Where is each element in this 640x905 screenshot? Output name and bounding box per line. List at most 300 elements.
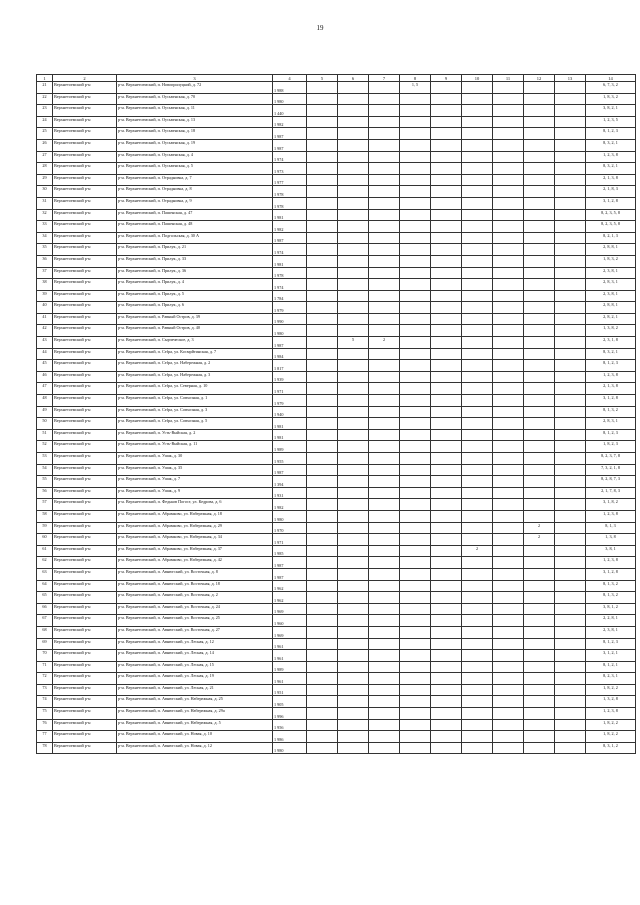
table-row xyxy=(37,545,636,557)
value-cell-7 xyxy=(369,267,400,279)
value-cell-13 xyxy=(555,557,586,569)
value-cell-9 xyxy=(431,290,462,302)
value-cell-10: 2 xyxy=(462,545,493,557)
value-cell-5 xyxy=(307,534,338,546)
address-cell: р-н. Верхнетоемский, п. Абрамково, ул. Набережная, д. 34 xyxy=(117,534,273,546)
row-number: 25 xyxy=(37,128,53,140)
value-cell-10 xyxy=(462,615,493,627)
value-cell-7 xyxy=(369,615,400,627)
address-cell: р-н. Верхнетоемский, п. Прилук, д. 4 xyxy=(117,279,273,291)
district-cell: Верхнетоемский р-н xyxy=(53,731,117,743)
value-cell-6 xyxy=(338,719,369,731)
value-cell-6 xyxy=(338,534,369,546)
value-cell-12 xyxy=(524,244,555,256)
row-number: 53 xyxy=(37,453,53,465)
year-cell: 1 905 xyxy=(273,696,307,708)
table-row xyxy=(37,82,636,94)
value-cell-11 xyxy=(493,650,524,662)
value-cell-12 xyxy=(524,105,555,117)
value-cell-8 xyxy=(400,105,431,117)
value-cell-8 xyxy=(400,464,431,476)
value-cell-9 xyxy=(431,429,462,441)
value-cell-5 xyxy=(307,371,338,383)
table-row xyxy=(37,592,636,604)
code-cell-14: 1, 8, 2, 2 xyxy=(586,719,636,731)
value-cell-7 xyxy=(369,302,400,314)
value-cell-8 xyxy=(400,719,431,731)
row-number: 30 xyxy=(37,186,53,198)
address-cell: р-н. Верхнетоемский, п. Пашенская, д. 47 xyxy=(117,209,273,221)
value-cell-7 xyxy=(369,383,400,395)
value-cell-13 xyxy=(555,615,586,627)
value-cell-5 xyxy=(307,82,338,94)
value-cell-10 xyxy=(462,510,493,522)
district-cell: Верхнетоемский р-н xyxy=(53,105,117,117)
district-cell: Верхнетоемский р-н xyxy=(53,557,117,569)
district-cell: Верхнетоемский р-н xyxy=(53,221,117,233)
value-cell-12 xyxy=(524,719,555,731)
address-cell: р-н. Верхнетоемский, п. Сefра, ул. Северная, д. 10 xyxy=(117,383,273,395)
table-row xyxy=(37,522,636,534)
value-cell-9 xyxy=(431,174,462,186)
value-cell-5 xyxy=(307,708,338,720)
value-cell-10 xyxy=(462,151,493,163)
code-cell-14: 8, 3, 2, 1 xyxy=(586,348,636,360)
value-cell-9 xyxy=(431,592,462,604)
district-cell: Верхнетоемский р-н xyxy=(53,568,117,580)
value-cell-5 xyxy=(307,661,338,673)
value-cell-13 xyxy=(555,383,586,395)
value-cell-10 xyxy=(462,487,493,499)
value-cell-6 xyxy=(338,476,369,488)
value-cell-9 xyxy=(431,186,462,198)
row-number: 39 xyxy=(37,290,53,302)
value-cell-5 xyxy=(307,406,338,418)
code-cell-14: 8, 1, 3, 2 xyxy=(586,580,636,592)
year-cell: 1 817 xyxy=(273,360,307,372)
row-number: 31 xyxy=(37,197,53,209)
code-cell-14: 2, 3, 8, 1 xyxy=(586,290,636,302)
value-cell-10 xyxy=(462,279,493,291)
address-cell: р-н. Верхнетоемский, п. Оусьвенская, д. 4 xyxy=(117,151,273,163)
value-cell-5 xyxy=(307,487,338,499)
value-cell-6 xyxy=(338,545,369,557)
value-cell-11 xyxy=(493,661,524,673)
value-cell-10 xyxy=(462,290,493,302)
value-cell-9 xyxy=(431,487,462,499)
value-cell-12 xyxy=(524,615,555,627)
value-cell-5 xyxy=(307,603,338,615)
value-cell-12 xyxy=(524,603,555,615)
row-number: 56 xyxy=(37,487,53,499)
value-cell-8 xyxy=(400,406,431,418)
value-cell-13 xyxy=(555,209,586,221)
table-row xyxy=(37,742,636,754)
value-cell-7 xyxy=(369,441,400,453)
value-cell-13 xyxy=(555,673,586,685)
code-cell-14: 8, 3, 2, 1 xyxy=(586,163,636,175)
value-cell-9 xyxy=(431,383,462,395)
value-cell-7 xyxy=(369,464,400,476)
address-cell: р-н. Верхнетоемский, п. Оусьвенская, д. 13 xyxy=(117,116,273,128)
value-cell-7 xyxy=(369,603,400,615)
value-cell-6 xyxy=(338,174,369,186)
value-cell-5 xyxy=(307,279,338,291)
value-cell-8 xyxy=(400,626,431,638)
row-number: 21 xyxy=(37,82,53,94)
value-cell-11 xyxy=(493,476,524,488)
value-cell-9 xyxy=(431,313,462,325)
value-cell-9 xyxy=(431,673,462,685)
value-cell-6 xyxy=(338,696,369,708)
value-cell-6 xyxy=(338,116,369,128)
address-cell: р-н. Верхнетоемский, п. Авнюгский, ул. Восточная, д. 8 xyxy=(117,568,273,580)
value-cell-12 xyxy=(524,638,555,650)
value-cell-9 xyxy=(431,476,462,488)
value-cell-7 xyxy=(369,534,400,546)
value-cell-11 xyxy=(493,708,524,720)
value-cell-11 xyxy=(493,487,524,499)
value-cell-7 xyxy=(369,719,400,731)
address-cell: р-н. Верхнетоемский, п. Авнюгский, ул. Лесная, д. 21 xyxy=(117,684,273,696)
value-cell-13 xyxy=(555,626,586,638)
table-row xyxy=(37,696,636,708)
value-cell-5 xyxy=(307,615,338,627)
row-number: 49 xyxy=(37,406,53,418)
value-cell-13 xyxy=(555,418,586,430)
value-cell-8 xyxy=(400,684,431,696)
year-cell: 1 977 xyxy=(273,174,307,186)
value-cell-8 xyxy=(400,418,431,430)
district-cell: Верхнетоемский р-н xyxy=(53,476,117,488)
year-cell: 1 931 xyxy=(273,487,307,499)
value-cell-6 xyxy=(338,580,369,592)
value-cell-13 xyxy=(555,267,586,279)
row-number: 50 xyxy=(37,418,53,430)
year-cell: 1 982 xyxy=(273,221,307,233)
value-cell-10 xyxy=(462,395,493,407)
value-cell-7 xyxy=(369,568,400,580)
row-number: 69 xyxy=(37,638,53,650)
value-cell-6 xyxy=(338,186,369,198)
address-cell: р-н. Верхнетоемский, п. Авнюгский, ул. Лесная, д. 19 xyxy=(117,673,273,685)
table-row xyxy=(37,93,636,105)
value-cell-8 xyxy=(400,325,431,337)
district-cell: Верхнетоемский р-н xyxy=(53,499,117,511)
value-cell-7 xyxy=(369,290,400,302)
value-cell-7 xyxy=(369,93,400,105)
code-cell-14: 2, 1, 8, 3 xyxy=(586,186,636,198)
address-cell: р-н. Верхнетоемский, п. Прилук, д. 5 xyxy=(117,290,273,302)
value-cell-12 xyxy=(524,371,555,383)
value-cell-12 xyxy=(524,313,555,325)
value-cell-12 xyxy=(524,151,555,163)
value-cell-10 xyxy=(462,580,493,592)
address-cell: р-н. Верхнетоемский, п. Авнюгский, ул. Новая, д. 12 xyxy=(117,742,273,754)
value-cell-12 xyxy=(524,464,555,476)
value-cell-7 xyxy=(369,255,400,267)
value-cell-12 xyxy=(524,290,555,302)
row-number: 58 xyxy=(37,510,53,522)
column-header: 8 xyxy=(400,75,431,82)
value-cell-8 xyxy=(400,360,431,372)
value-cell-13 xyxy=(555,592,586,604)
table-row xyxy=(37,337,636,349)
code-cell-14: 1, 3, 8, 2 xyxy=(586,325,636,337)
value-cell-11 xyxy=(493,441,524,453)
value-cell-8 xyxy=(400,186,431,198)
value-cell-8 xyxy=(400,151,431,163)
value-cell-12 xyxy=(524,557,555,569)
value-cell-11 xyxy=(493,279,524,291)
address-cell: р-н. Верхнетоемский, п. Прилук, д. 36 xyxy=(117,267,273,279)
value-cell-10 xyxy=(462,174,493,186)
table-row xyxy=(37,615,636,627)
address-cell: р-н. Верхнетоемский, п. Авнюгский, ул. Лесная, д. 12 xyxy=(117,638,273,650)
value-cell-7 xyxy=(369,708,400,720)
table-row xyxy=(37,719,636,731)
value-cell-5 xyxy=(307,186,338,198)
address-cell: р-н. Верхнетоемский, п. Отрадновка, д. 8 xyxy=(117,186,273,198)
value-cell-13 xyxy=(555,337,586,349)
code-cell-14: 2, 8, 2, 1 xyxy=(586,313,636,325)
address-cell: р-н. Верхнетоемский, п. Ушак, д. 30 xyxy=(117,453,273,465)
value-cell-9 xyxy=(431,603,462,615)
value-cell-9 xyxy=(431,325,462,337)
page-number: 19 xyxy=(316,24,324,32)
row-number: 36 xyxy=(37,255,53,267)
value-cell-8 xyxy=(400,302,431,314)
table-row xyxy=(37,313,636,325)
value-cell-7 xyxy=(369,186,400,198)
value-cell-13 xyxy=(555,708,586,720)
row-number: 34 xyxy=(37,232,53,244)
district-cell: Верхнетоемский р-н xyxy=(53,487,117,499)
district-cell: Верхнетоемский р-н xyxy=(53,163,117,175)
value-cell-11 xyxy=(493,360,524,372)
value-cell-5 xyxy=(307,476,338,488)
value-cell-5 xyxy=(307,302,338,314)
address-cell: р-н. Верхнетоемский, п. Сefра, ул. Космрйтинская, д. 7 xyxy=(117,348,273,360)
value-cell-10 xyxy=(462,499,493,511)
district-cell: Верхнетоемский р-н xyxy=(53,174,117,186)
value-cell-11 xyxy=(493,232,524,244)
column-header: 9 xyxy=(431,75,462,82)
value-cell-11 xyxy=(493,429,524,441)
value-cell-9 xyxy=(431,464,462,476)
year-cell: 1 974 xyxy=(273,279,307,291)
district-cell: Верхнетоемский р-н xyxy=(53,441,117,453)
value-cell-9 xyxy=(431,719,462,731)
year-cell: 1 984 xyxy=(273,348,307,360)
value-cell-13 xyxy=(555,522,586,534)
address-cell: р-н. Верхнетоемский, п. Усть-Выйская, д. 2 xyxy=(117,429,273,441)
value-cell-13 xyxy=(555,279,586,291)
value-cell-13 xyxy=(555,545,586,557)
value-cell-9 xyxy=(431,534,462,546)
value-cell-6 xyxy=(338,487,369,499)
row-number: 60 xyxy=(37,534,53,546)
value-cell-7 xyxy=(369,174,400,186)
address-cell: р-н. Верхнетоемский, п. Абрамково, ул. Набережная, д. 18 xyxy=(117,510,273,522)
value-cell-6 xyxy=(338,684,369,696)
value-cell-10 xyxy=(462,557,493,569)
value-cell-6 xyxy=(338,395,369,407)
value-cell-11 xyxy=(493,464,524,476)
table-row xyxy=(37,499,636,511)
row-number: 28 xyxy=(37,163,53,175)
value-cell-9 xyxy=(431,684,462,696)
district-cell: Верхнетоемский р-н xyxy=(53,302,117,314)
year-cell: 1 961 xyxy=(273,650,307,662)
value-cell-9 xyxy=(431,557,462,569)
value-cell-13 xyxy=(555,510,586,522)
value-cell-9 xyxy=(431,522,462,534)
value-cell-12 xyxy=(524,279,555,291)
address-cell: р-н. Верхнетоемский, п. Ушак, д. 35 xyxy=(117,464,273,476)
value-cell-9 xyxy=(431,615,462,627)
value-cell-7 xyxy=(369,105,400,117)
value-cell-9 xyxy=(431,406,462,418)
year-cell: 1 955 xyxy=(273,453,307,465)
value-cell-6 xyxy=(338,406,369,418)
value-cell-7 xyxy=(369,696,400,708)
value-cell-6 xyxy=(338,650,369,662)
value-cell-10 xyxy=(462,232,493,244)
value-cell-10 xyxy=(462,708,493,720)
value-cell-13 xyxy=(555,650,586,662)
code-cell-14: 1, 8, 2, 3 xyxy=(586,441,636,453)
address-cell: р-н. Верхнетоемский, п. Федьков Погост, ул. Кедрова, д. 6 xyxy=(117,499,273,511)
year-cell: 1 980 xyxy=(273,742,307,754)
value-cell-8 xyxy=(400,116,431,128)
value-cell-6 xyxy=(338,557,369,569)
value-cell-6 xyxy=(338,93,369,105)
value-cell-7 xyxy=(369,371,400,383)
row-number: 27 xyxy=(37,151,53,163)
value-cell-9 xyxy=(431,244,462,256)
value-cell-8 xyxy=(400,221,431,233)
code-cell-14: 2, 3, 8, 1 xyxy=(586,626,636,638)
code-cell-14: 3, 1, 2, 8 xyxy=(586,568,636,580)
district-cell: Верхнетоемский р-н xyxy=(53,650,117,662)
address-cell: р-н. Верхнетоемский, п. Авнюгский, ул. Восточная, д. 27 xyxy=(117,626,273,638)
code-cell-14: 2, 1, 3, 8 xyxy=(586,174,636,186)
value-cell-9 xyxy=(431,661,462,673)
value-cell-9 xyxy=(431,742,462,754)
value-cell-8 xyxy=(400,232,431,244)
year-cell: 1 988 xyxy=(273,82,307,94)
year-cell: 1 987 xyxy=(273,337,307,349)
value-cell-5 xyxy=(307,568,338,580)
value-cell-9 xyxy=(431,116,462,128)
value-cell-12 xyxy=(524,673,555,685)
row-number: 67 xyxy=(37,615,53,627)
value-cell-10 xyxy=(462,638,493,650)
value-cell-6 xyxy=(338,453,369,465)
table-row xyxy=(37,383,636,395)
value-cell-11 xyxy=(493,290,524,302)
value-cell-6 xyxy=(338,441,369,453)
table-row xyxy=(37,163,636,175)
code-cell-14: 2, 1, 3, 8 xyxy=(586,383,636,395)
value-cell-9 xyxy=(431,580,462,592)
value-cell-7 xyxy=(369,82,400,94)
row-number: 40 xyxy=(37,302,53,314)
value-cell-11 xyxy=(493,684,524,696)
value-cell-8 xyxy=(400,568,431,580)
value-cell-8 xyxy=(400,209,431,221)
year-cell: 1 973 xyxy=(273,163,307,175)
table-row xyxy=(37,673,636,685)
value-cell-9 xyxy=(431,337,462,349)
value-cell-7 xyxy=(369,626,400,638)
value-cell-10 xyxy=(462,197,493,209)
code-cell-14: 1, 2, 3, 8 xyxy=(586,510,636,522)
address-cell: р-н. Верхнетоемский, п. Авнюгский, ул. Набережная, д. 25 xyxy=(117,696,273,708)
value-cell-8 xyxy=(400,603,431,615)
value-cell-13 xyxy=(555,476,586,488)
value-cell-7 xyxy=(369,197,400,209)
value-cell-5 xyxy=(307,221,338,233)
value-cell-6 xyxy=(338,163,369,175)
code-cell-14: 8, 1, 2, 1 xyxy=(586,661,636,673)
value-cell-12 xyxy=(524,650,555,662)
value-cell-11 xyxy=(493,545,524,557)
value-cell-12 xyxy=(524,348,555,360)
value-cell-5 xyxy=(307,395,338,407)
value-cell-5 xyxy=(307,638,338,650)
row-number: 52 xyxy=(37,441,53,453)
value-cell-11 xyxy=(493,82,524,94)
value-cell-13 xyxy=(555,105,586,117)
value-cell-8 xyxy=(400,267,431,279)
table-row xyxy=(37,684,636,696)
year-cell: 1 985 xyxy=(273,545,307,557)
value-cell-11 xyxy=(493,499,524,511)
column-number-header-row xyxy=(37,75,636,82)
value-cell-11 xyxy=(493,255,524,267)
table-row xyxy=(37,302,636,314)
value-cell-5 xyxy=(307,337,338,349)
year-cell: 1 969 xyxy=(273,603,307,615)
row-number: 23 xyxy=(37,105,53,117)
value-cell-6 xyxy=(338,429,369,441)
value-cell-12 xyxy=(524,337,555,349)
value-cell-11 xyxy=(493,406,524,418)
value-cell-11 xyxy=(493,522,524,534)
table-row xyxy=(37,116,636,128)
value-cell-13 xyxy=(555,742,586,754)
value-cell-8 xyxy=(400,731,431,743)
code-cell-14: 8, 3, 2, 1 xyxy=(586,139,636,151)
code-cell-14: 1, 8, 2, 2 xyxy=(586,731,636,743)
table-row xyxy=(37,418,636,430)
value-cell-13 xyxy=(555,360,586,372)
row-number: 74 xyxy=(37,696,53,708)
value-cell-12 xyxy=(524,453,555,465)
value-cell-7 xyxy=(369,232,400,244)
value-cell-8 xyxy=(400,673,431,685)
value-cell-11 xyxy=(493,580,524,592)
value-cell-11 xyxy=(493,105,524,117)
value-cell-11 xyxy=(493,302,524,314)
value-cell-12 xyxy=(524,499,555,511)
address-cell: р-н. Верхнетоемский, п. Абрамково, ул. Набережная, д. 42 xyxy=(117,557,273,569)
table-row xyxy=(37,128,636,140)
value-cell-10 xyxy=(462,592,493,604)
value-cell-9 xyxy=(431,163,462,175)
